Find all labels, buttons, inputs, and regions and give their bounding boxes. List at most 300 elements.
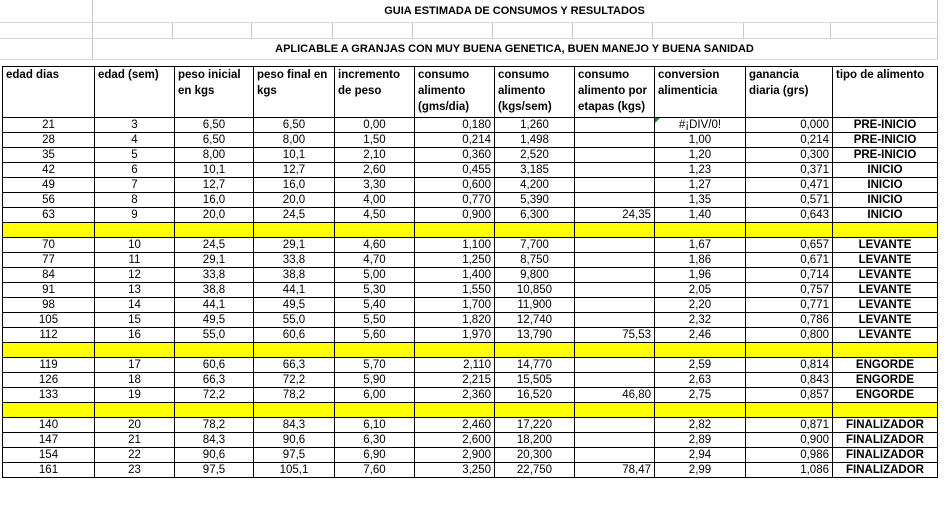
- table-cell[interactable]: 10: [95, 238, 175, 253]
- table-cell[interactable]: 46,80: [575, 388, 655, 403]
- table-cell[interactable]: [254, 343, 335, 358]
- table-cell[interactable]: [495, 343, 575, 358]
- table-cell[interactable]: 91: [3, 283, 95, 298]
- table-cell[interactable]: [575, 133, 655, 148]
- table-row: [3, 283, 938, 298]
- table-cell[interactable]: 56: [3, 193, 95, 208]
- table-cell[interactable]: 0,300: [746, 148, 833, 163]
- table-cell[interactable]: ENGORDE: [833, 388, 938, 403]
- column-header[interactable]: peso inicial en kgs: [175, 67, 254, 118]
- table-cell[interactable]: [415, 343, 495, 358]
- table-cell[interactable]: 20,0: [254, 193, 335, 208]
- table-cell[interactable]: 6,90: [335, 448, 415, 463]
- table-cell[interactable]: [655, 403, 746, 418]
- table-cell[interactable]: 33,8: [175, 268, 254, 283]
- table-cell[interactable]: 1,820: [415, 313, 495, 328]
- table-cell[interactable]: 17,220: [495, 418, 575, 433]
- table-cell[interactable]: 75,53: [575, 328, 655, 343]
- table-cell[interactable]: 22: [95, 448, 175, 463]
- table-cell[interactable]: 0,986: [746, 448, 833, 463]
- table-cell[interactable]: 1,400: [415, 268, 495, 283]
- table-cell[interactable]: 18: [95, 373, 175, 388]
- table-cell[interactable]: [575, 223, 655, 238]
- table-cell[interactable]: 6,50: [175, 133, 254, 148]
- table-cell[interactable]: 22,750: [495, 463, 575, 478]
- table-cell[interactable]: 0,671: [746, 253, 833, 268]
- table-cell[interactable]: 1,67: [655, 238, 746, 253]
- table-cell[interactable]: 140: [3, 418, 95, 433]
- table-cell[interactable]: 17: [95, 358, 175, 373]
- table-cell[interactable]: 0,571: [746, 193, 833, 208]
- table-cell[interactable]: 2,520: [495, 148, 575, 163]
- table-cell[interactable]: 1,00: [655, 133, 746, 148]
- table-cell[interactable]: 11: [95, 253, 175, 268]
- table-cell[interactable]: [575, 193, 655, 208]
- table-cell[interactable]: 105: [3, 313, 95, 328]
- table-cell[interactable]: [655, 223, 746, 238]
- table-cell[interactable]: [575, 283, 655, 298]
- table-cell[interactable]: 1,20: [655, 148, 746, 163]
- table-cell[interactable]: LEVANTE: [833, 268, 938, 283]
- table-cell[interactable]: 78,2: [254, 388, 335, 403]
- table-cell[interactable]: LEVANTE: [833, 238, 938, 253]
- table-cell[interactable]: 2,20: [655, 298, 746, 313]
- table-cell[interactable]: 4,70: [335, 253, 415, 268]
- cell[interactable]: [0, 23, 92, 39]
- table-cell[interactable]: [415, 403, 495, 418]
- table-cell[interactable]: 84,3: [254, 418, 335, 433]
- cell[interactable]: [332, 23, 412, 39]
- table-cell[interactable]: 38,8: [175, 283, 254, 298]
- table-cell[interactable]: [254, 403, 335, 418]
- table-cell[interactable]: 21: [95, 433, 175, 448]
- table-cell[interactable]: 0,360: [415, 148, 495, 163]
- table-cell[interactable]: 0,714: [746, 268, 833, 283]
- table-cell[interactable]: 0,643: [746, 208, 833, 223]
- table-cell[interactable]: 19: [95, 388, 175, 403]
- table-cell[interactable]: [575, 433, 655, 448]
- table-cell[interactable]: #¡DIV/0!: [655, 118, 746, 133]
- column-header[interactable]: edad (sem): [95, 67, 175, 118]
- page-subtitle[interactable]: APLICABLE A GRANJAS CON MUY BUENA GENETICA, BUEN MANEJO Y BUENA SANIDAD: [92, 39, 937, 60]
- table-cell[interactable]: 0,000: [746, 118, 833, 133]
- table-cell[interactable]: 11,900: [495, 298, 575, 313]
- table-cell[interactable]: 3,185: [495, 163, 575, 178]
- table-cell[interactable]: 9: [95, 208, 175, 223]
- table-cell[interactable]: 15,505: [495, 373, 575, 388]
- table-cell[interactable]: [575, 418, 655, 433]
- table-cell[interactable]: 5,60: [335, 328, 415, 343]
- table-cell[interactable]: [175, 223, 254, 238]
- table-cell[interactable]: 16,0: [175, 193, 254, 208]
- table-cell[interactable]: [175, 403, 254, 418]
- table-cell[interactable]: 72,2: [175, 388, 254, 403]
- table-cell[interactable]: 9,800: [495, 268, 575, 283]
- table-cell[interactable]: 0,770: [415, 193, 495, 208]
- table-cell[interactable]: 42: [3, 163, 95, 178]
- table-cell[interactable]: 0,857: [746, 388, 833, 403]
- table-cell[interactable]: 0,900: [415, 208, 495, 223]
- table-cell[interactable]: 5,30: [335, 283, 415, 298]
- table-cell[interactable]: 1,35: [655, 193, 746, 208]
- table-cell[interactable]: 0,771: [746, 298, 833, 313]
- table-cell[interactable]: 44,1: [254, 283, 335, 298]
- table-cell[interactable]: 10,1: [175, 163, 254, 178]
- table-cell[interactable]: 0,900: [746, 433, 833, 448]
- table-cell[interactable]: 7,700: [495, 238, 575, 253]
- table-cell[interactable]: 3,30: [335, 178, 415, 193]
- table-cell[interactable]: 24,35: [575, 208, 655, 223]
- table-cell[interactable]: LEVANTE: [833, 328, 938, 343]
- table-cell[interactable]: [3, 343, 95, 358]
- table-cell[interactable]: INICIO: [833, 178, 938, 193]
- table-cell[interactable]: 0,800: [746, 328, 833, 343]
- table-cell[interactable]: 12: [95, 268, 175, 283]
- table-cell[interactable]: PRE-INICIO: [833, 148, 938, 163]
- table-cell[interactable]: 0,757: [746, 283, 833, 298]
- table-cell[interactable]: 84,3: [175, 433, 254, 448]
- cell[interactable]: [251, 23, 332, 39]
- table-cell[interactable]: 0,00: [335, 118, 415, 133]
- table-cell[interactable]: 4,50: [335, 208, 415, 223]
- table-row: [3, 298, 938, 313]
- table-cell[interactable]: 20,0: [175, 208, 254, 223]
- table-cell[interactable]: 16,0: [254, 178, 335, 193]
- table-cell[interactable]: 2,05: [655, 283, 746, 298]
- table-cell[interactable]: 14: [95, 298, 175, 313]
- table-cell[interactable]: 154: [3, 448, 95, 463]
- table-cell[interactable]: 2,82: [655, 418, 746, 433]
- table-cell[interactable]: 1,260: [495, 118, 575, 133]
- cell[interactable]: [0, 39, 92, 60]
- table-cell[interactable]: [495, 223, 575, 238]
- table-cell[interactable]: 6,00: [335, 388, 415, 403]
- table-cell[interactable]: 4,60: [335, 238, 415, 253]
- table-cell[interactable]: 16,520: [495, 388, 575, 403]
- table-cell[interactable]: [746, 343, 833, 358]
- table-cell[interactable]: 0,471: [746, 178, 833, 193]
- table-cell[interactable]: LEVANTE: [833, 253, 938, 268]
- table-cell[interactable]: 2,46: [655, 328, 746, 343]
- table-cell[interactable]: 49,5: [175, 313, 254, 328]
- table-row: [3, 253, 938, 268]
- table-cell[interactable]: 3: [95, 118, 175, 133]
- table-cell[interactable]: LEVANTE: [833, 298, 938, 313]
- table-cell[interactable]: 1,40: [655, 208, 746, 223]
- table-cell[interactable]: 2,99: [655, 463, 746, 478]
- table-cell[interactable]: [575, 358, 655, 373]
- cell[interactable]: [412, 23, 492, 39]
- table-cell[interactable]: [3, 403, 95, 418]
- table-cell[interactable]: 2,460: [415, 418, 495, 433]
- table-cell[interactable]: 8: [95, 193, 175, 208]
- table-cell[interactable]: PRE-INICIO: [833, 118, 938, 133]
- table-cell[interactable]: 29,1: [175, 253, 254, 268]
- table-cell[interactable]: [575, 118, 655, 133]
- table-cell[interactable]: [575, 178, 655, 193]
- table-cell[interactable]: 2,10: [335, 148, 415, 163]
- table-cell[interactable]: 28: [3, 133, 95, 148]
- table-cell[interactable]: 2,215: [415, 373, 495, 388]
- table-row: [3, 448, 938, 463]
- column-header[interactable]: consumo alimento por etapas (kgs): [575, 67, 655, 118]
- table-cell[interactable]: [575, 253, 655, 268]
- table-cell[interactable]: 5,00: [335, 268, 415, 283]
- table-cell[interactable]: 2,89: [655, 433, 746, 448]
- table-cell[interactable]: 38,8: [254, 268, 335, 283]
- table-cell[interactable]: [833, 343, 938, 358]
- table-cell[interactable]: 2,32: [655, 313, 746, 328]
- table-cell[interactable]: 2,59: [655, 358, 746, 373]
- table-cell[interactable]: INICIO: [833, 193, 938, 208]
- table-cell[interactable]: 1,086: [746, 463, 833, 478]
- table-cell[interactable]: 4,00: [335, 193, 415, 208]
- table-cell[interactable]: [95, 223, 175, 238]
- table-cell[interactable]: [254, 223, 335, 238]
- table-cell[interactable]: 49,5: [254, 298, 335, 313]
- table-cell[interactable]: 8,00: [254, 133, 335, 148]
- column-header[interactable]: conversion alimenticia: [655, 67, 746, 118]
- table-cell[interactable]: [575, 448, 655, 463]
- table-cell[interactable]: 97,5: [254, 448, 335, 463]
- table-cell[interactable]: 0,600: [415, 178, 495, 193]
- page-title[interactable]: GUIA ESTIMADA DE CONSUMOS Y RESULTADOS: [92, 0, 937, 23]
- table-cell[interactable]: 1,23: [655, 163, 746, 178]
- table-cell[interactable]: 72,2: [254, 373, 335, 388]
- table-cell[interactable]: 60,6: [254, 328, 335, 343]
- cell[interactable]: [652, 23, 743, 39]
- column-header[interactable]: peso final en kgs: [254, 67, 335, 118]
- table-cell[interactable]: 6,10: [335, 418, 415, 433]
- table-cell[interactable]: 44,1: [175, 298, 254, 313]
- table-cell[interactable]: [175, 343, 254, 358]
- table-cell[interactable]: 0,214: [746, 133, 833, 148]
- table-cell[interactable]: [575, 268, 655, 283]
- table-cell[interactable]: 2,900: [415, 448, 495, 463]
- table-cell[interactable]: [575, 298, 655, 313]
- table-cell[interactable]: 20: [95, 418, 175, 433]
- table-cell[interactable]: 133: [3, 388, 95, 403]
- table-cell[interactable]: 66,3: [175, 373, 254, 388]
- table-cell[interactable]: 1,86: [655, 253, 746, 268]
- table-cell[interactable]: 78,47: [575, 463, 655, 478]
- table-cell[interactable]: 78,2: [175, 418, 254, 433]
- table-cell[interactable]: 13,790: [495, 328, 575, 343]
- column-header[interactable]: consumo alimento (gms/dia): [415, 67, 495, 118]
- table-cell[interactable]: 23: [95, 463, 175, 478]
- column-header[interactable]: tipo de alimento: [833, 67, 938, 118]
- table-row: [3, 238, 938, 253]
- table-cell[interactable]: ENGORDE: [833, 373, 938, 388]
- table-cell[interactable]: 1,498: [495, 133, 575, 148]
- table-cell[interactable]: 6,300: [495, 208, 575, 223]
- table-cell[interactable]: 2,94: [655, 448, 746, 463]
- table-cell[interactable]: 84: [3, 268, 95, 283]
- table-cell[interactable]: 18,200: [495, 433, 575, 448]
- table-cell[interactable]: PRE-INICIO: [833, 133, 938, 148]
- table-cell[interactable]: 8,750: [495, 253, 575, 268]
- table-cell[interactable]: 13: [95, 283, 175, 298]
- table-cell[interactable]: 2,75: [655, 388, 746, 403]
- table-cell[interactable]: [575, 148, 655, 163]
- table-cell[interactable]: [575, 373, 655, 388]
- table-cell[interactable]: [575, 163, 655, 178]
- table-cell[interactable]: 2,63: [655, 373, 746, 388]
- column-header[interactable]: incremento de peso: [335, 67, 415, 118]
- table-cell[interactable]: 1,50: [335, 133, 415, 148]
- table-cell[interactable]: 0,214: [415, 133, 495, 148]
- table-cell[interactable]: 0,180: [415, 118, 495, 133]
- cell[interactable]: [0, 0, 92, 23]
- table-cell[interactable]: 5,90: [335, 373, 415, 388]
- table-cell[interactable]: 12,7: [254, 163, 335, 178]
- table-cell[interactable]: [335, 343, 415, 358]
- table-cell[interactable]: [575, 313, 655, 328]
- table-cell[interactable]: 16: [95, 328, 175, 343]
- cell[interactable]: [830, 23, 937, 39]
- table-cell[interactable]: 6,50: [254, 118, 335, 133]
- table-cell[interactable]: 55,0: [175, 328, 254, 343]
- table-cell[interactable]: 49: [3, 178, 95, 193]
- table-cell[interactable]: INICIO: [833, 163, 938, 178]
- cell[interactable]: [172, 23, 251, 39]
- table-cell[interactable]: 5,70: [335, 358, 415, 373]
- table-cell[interactable]: 0,455: [415, 163, 495, 178]
- cell[interactable]: [92, 23, 172, 39]
- table-cell[interactable]: ENGORDE: [833, 358, 938, 373]
- table-cell[interactable]: [655, 343, 746, 358]
- cell[interactable]: [492, 23, 572, 39]
- table-cell[interactable]: 55,0: [254, 313, 335, 328]
- table-cell[interactable]: [575, 343, 655, 358]
- table-cell[interactable]: 12,740: [495, 313, 575, 328]
- table-cell[interactable]: 66,3: [254, 358, 335, 373]
- table-cell[interactable]: INICIO: [833, 208, 938, 223]
- table-cell[interactable]: [95, 343, 175, 358]
- table-cell[interactable]: 7,60: [335, 463, 415, 478]
- table-row: [3, 358, 938, 373]
- table-cell[interactable]: [415, 223, 495, 238]
- table-cell[interactable]: 147: [3, 433, 95, 448]
- table-cell[interactable]: 1,96: [655, 268, 746, 283]
- table-row: [3, 208, 938, 223]
- table-cell[interactable]: 5,40: [335, 298, 415, 313]
- table-cell[interactable]: FINALIZADOR: [833, 433, 938, 448]
- table-cell[interactable]: 12,7: [175, 178, 254, 193]
- table-cell[interactable]: [833, 223, 938, 238]
- table-cell[interactable]: 6,30: [335, 433, 415, 448]
- table-cell[interactable]: 24,5: [254, 208, 335, 223]
- table-cell[interactable]: 5,50: [335, 313, 415, 328]
- table-cell[interactable]: 24,5: [175, 238, 254, 253]
- table-cell[interactable]: [746, 403, 833, 418]
- table-cell[interactable]: 97,5: [175, 463, 254, 478]
- table-cell[interactable]: 6: [95, 163, 175, 178]
- column-header[interactable]: ganancia diaria (grs): [746, 67, 833, 118]
- table-cell[interactable]: 7: [95, 178, 175, 193]
- table-cell[interactable]: 35: [3, 148, 95, 163]
- table-cell[interactable]: 0,843: [746, 373, 833, 388]
- table-cell[interactable]: [335, 223, 415, 238]
- table-cell[interactable]: 15: [95, 313, 175, 328]
- table-cell[interactable]: 126: [3, 373, 95, 388]
- table-cell[interactable]: 0,371: [746, 163, 833, 178]
- table-cell[interactable]: 6,50: [175, 118, 254, 133]
- table-cell[interactable]: 60,6: [175, 358, 254, 373]
- table-cell[interactable]: 3,250: [415, 463, 495, 478]
- table-cell[interactable]: [95, 403, 175, 418]
- table-cell[interactable]: 4: [95, 133, 175, 148]
- table-cell[interactable]: LEVANTE: [833, 313, 938, 328]
- table-cell[interactable]: 90,6: [175, 448, 254, 463]
- table-cell[interactable]: [335, 403, 415, 418]
- table-cell[interactable]: 4,200: [495, 178, 575, 193]
- table-cell[interactable]: 33,8: [254, 253, 335, 268]
- table-cell[interactable]: 90,6: [254, 433, 335, 448]
- table-cell[interactable]: 119: [3, 358, 95, 373]
- table-cell[interactable]: 0,871: [746, 418, 833, 433]
- table-cell[interactable]: FINALIZADOR: [833, 418, 938, 433]
- table-cell[interactable]: 112: [3, 328, 95, 343]
- table-cell[interactable]: 1,700: [415, 298, 495, 313]
- table-cell[interactable]: 0,657: [746, 238, 833, 253]
- table-cell[interactable]: 21: [3, 118, 95, 133]
- table-cell[interactable]: 161: [3, 463, 95, 478]
- table-cell[interactable]: 1,250: [415, 253, 495, 268]
- table-cell[interactable]: 8,00: [175, 148, 254, 163]
- column-header[interactable]: consumo alimento (kgs/sem): [495, 67, 575, 118]
- table-cell[interactable]: 20,300: [495, 448, 575, 463]
- table-row: [3, 463, 938, 478]
- table-cell[interactable]: 98: [3, 298, 95, 313]
- table-cell[interactable]: 5: [95, 148, 175, 163]
- table-cell[interactable]: [833, 403, 938, 418]
- table-cell[interactable]: FINALIZADOR: [833, 448, 938, 463]
- table-cell[interactable]: 70: [3, 238, 95, 253]
- title-area: [0, 0, 938, 60]
- table-cell[interactable]: 1,27: [655, 178, 746, 193]
- table-cell[interactable]: 2,360: [415, 388, 495, 403]
- table-cell[interactable]: 1,100: [415, 238, 495, 253]
- table-cell[interactable]: 2,60: [335, 163, 415, 178]
- cell[interactable]: [743, 23, 830, 39]
- table-cell[interactable]: 1,550: [415, 283, 495, 298]
- table-cell[interactable]: 10,1: [254, 148, 335, 163]
- cell[interactable]: [572, 23, 652, 39]
- table-cell[interactable]: [575, 238, 655, 253]
- table-cell[interactable]: 0,814: [746, 358, 833, 373]
- table-row: [3, 268, 938, 283]
- table-cell[interactable]: 2,110: [415, 358, 495, 373]
- table-cell[interactable]: 77: [3, 253, 95, 268]
- table-cell[interactable]: LEVANTE: [833, 283, 938, 298]
- table-cell[interactable]: 5,390: [495, 193, 575, 208]
- table-cell[interactable]: [3, 223, 95, 238]
- table-cell[interactable]: [575, 403, 655, 418]
- table-cell[interactable]: 2,600: [415, 433, 495, 448]
- table-cell[interactable]: [495, 403, 575, 418]
- table-cell[interactable]: 29,1: [254, 238, 335, 253]
- table-cell[interactable]: 10,850: [495, 283, 575, 298]
- table-cell[interactable]: 63: [3, 208, 95, 223]
- column-header[interactable]: edad dias: [3, 67, 95, 118]
- table-cell[interactable]: FINALIZADOR: [833, 463, 938, 478]
- table-cell[interactable]: 105,1: [254, 463, 335, 478]
- table-cell[interactable]: 14,770: [495, 358, 575, 373]
- table-cell[interactable]: [746, 223, 833, 238]
- table-cell[interactable]: 0,786: [746, 313, 833, 328]
- table-cell[interactable]: 1,970: [415, 328, 495, 343]
